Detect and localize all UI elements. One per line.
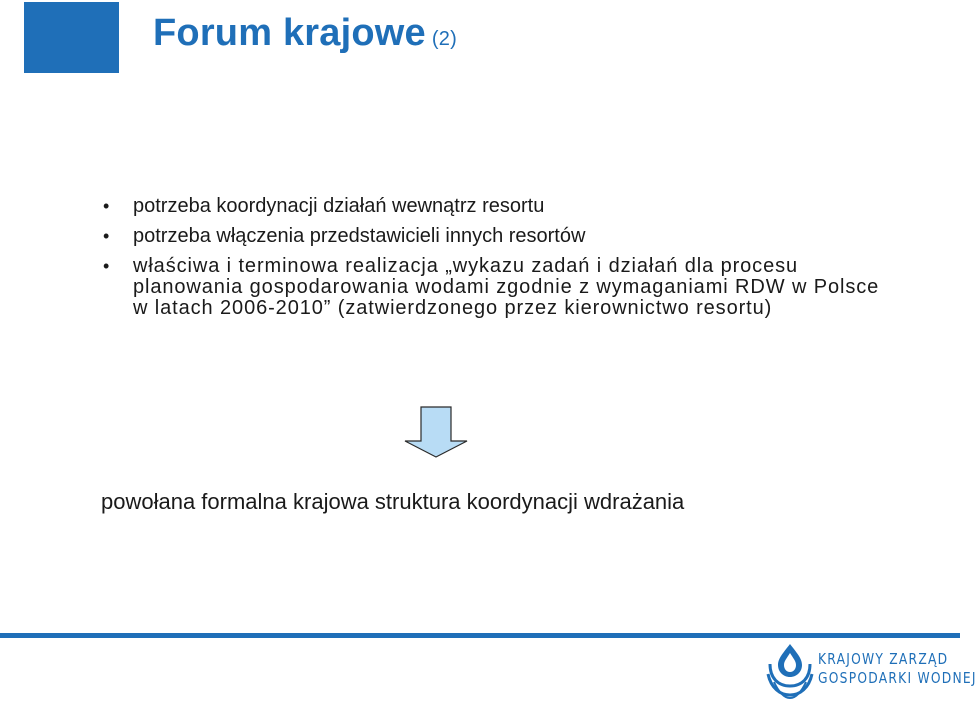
bullet-item <box>96 256 896 319</box>
down-arrow-icon <box>403 406 469 458</box>
logo-text <box>818 650 977 688</box>
bullet-text: właściwa i terminowa realizacja „wykazu zadań i działań dla procesu planowania gospodarowania wodami zgodnie z wymaganiami RDW w Polsce w latach 2006-2010” (zatwierdzonego przez kierownictwo resortu) <box>133 255 880 319</box>
bullet-text: potrzeba włączenia przedstawicieli innych resortów <box>133 225 586 247</box>
bullet-item <box>96 226 896 247</box>
slide-title-text: Forum krajowe <box>153 12 426 54</box>
slide-title <box>153 12 457 55</box>
bullet-marker: • <box>103 256 111 276</box>
bullet-marker: • <box>103 226 110 246</box>
logo-line-1: KRAJOWY ZARZĄD <box>818 650 949 668</box>
slide-title-suffix: (2) <box>431 28 457 50</box>
organization-logo <box>766 642 977 700</box>
footer-divider <box>0 633 960 638</box>
bullet-item <box>96 196 896 217</box>
corner-decoration <box>24 2 119 73</box>
bullet-text: potrzeba koordynacji działań wewnątrz resortu <box>133 195 545 217</box>
bullet-marker: • <box>103 196 110 216</box>
water-drop-logo-icon <box>766 642 814 700</box>
bullet-list <box>96 196 896 328</box>
conclusion-text: powołana formalna krajowa struktura koordynacji wdrażania <box>101 489 685 514</box>
logo-line-2: GOSPODARKI WODNEJ <box>818 669 977 687</box>
